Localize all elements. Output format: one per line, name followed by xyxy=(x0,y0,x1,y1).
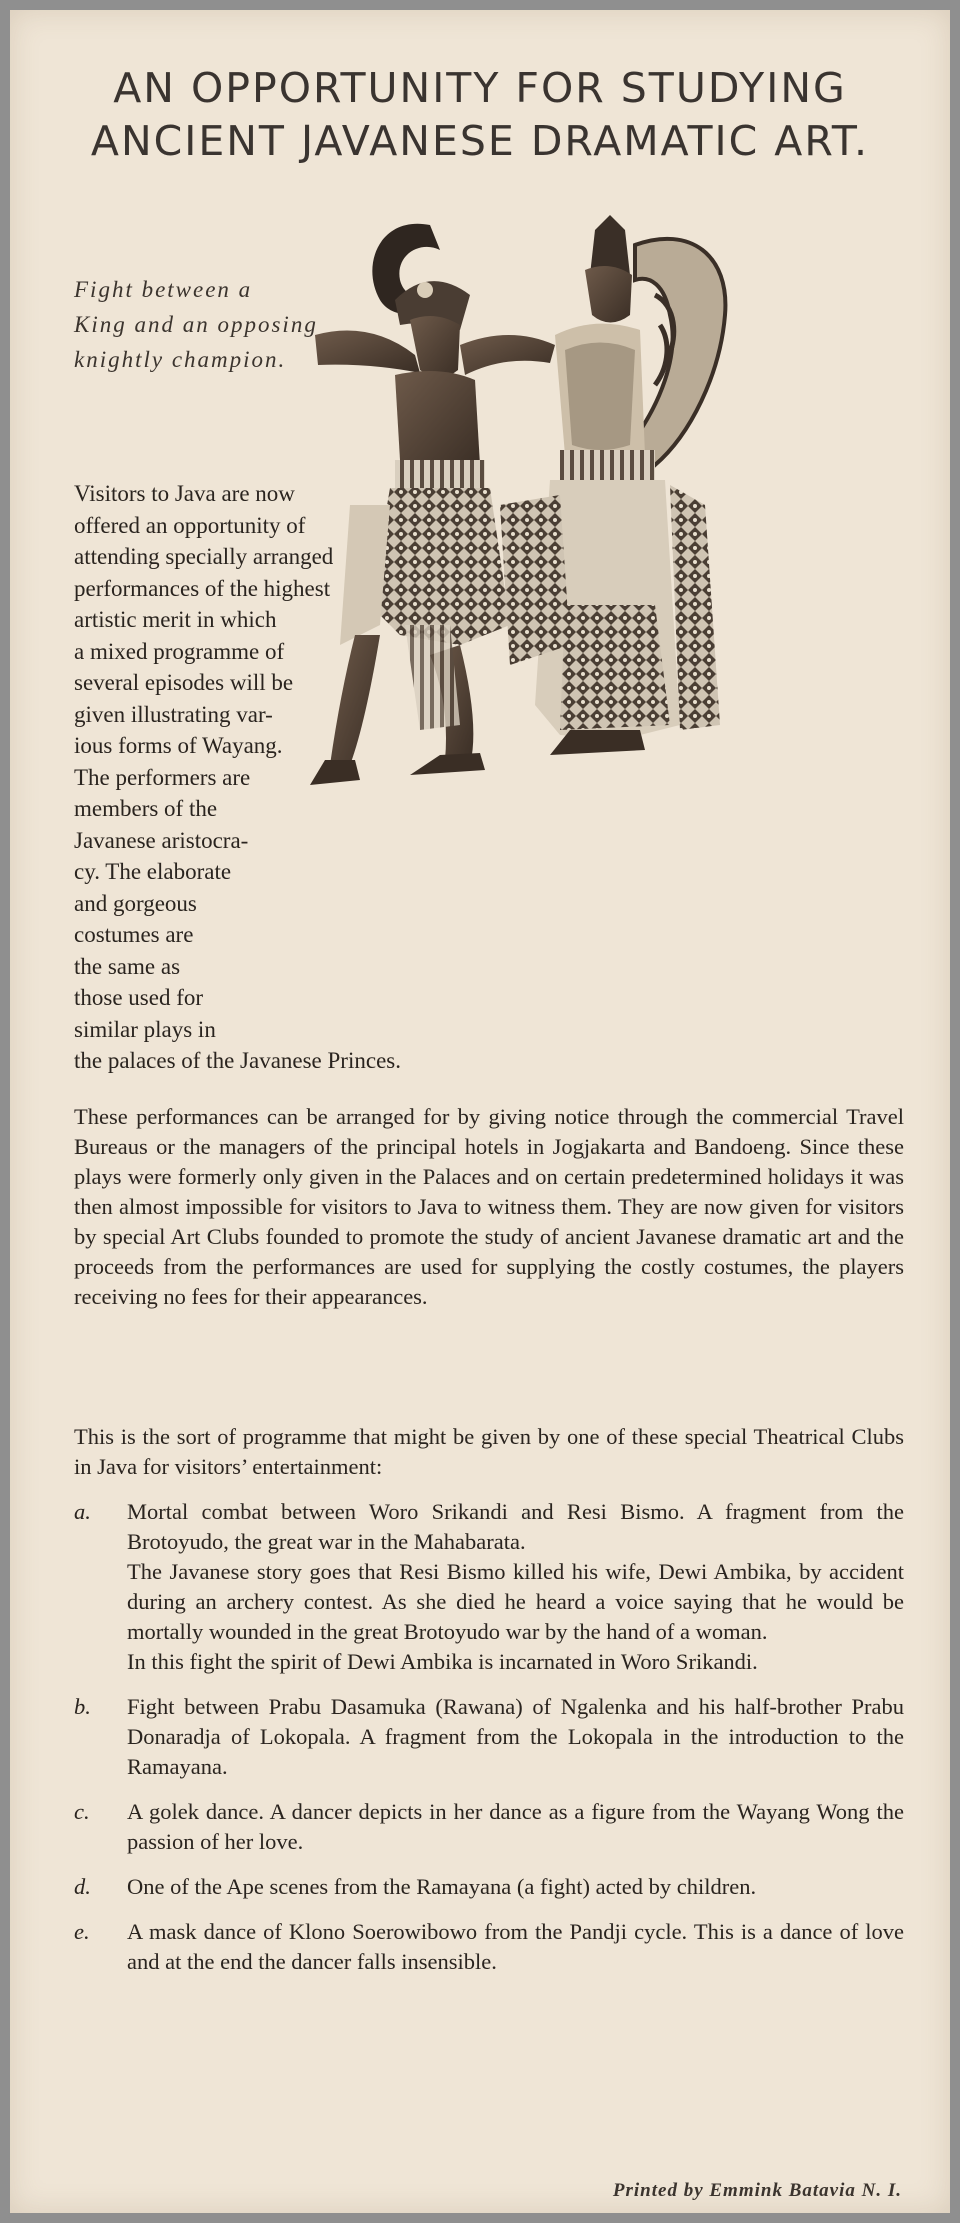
item-text: One of the Ape scenes from the Ramayana (a fight) acted by children. xyxy=(127,1874,757,1899)
item-marker: d. xyxy=(74,1874,91,1899)
printer-credit: Printed by Emmink Batavia N. I. xyxy=(612,2180,902,2201)
intro-line: artistic merit in which xyxy=(74,607,277,632)
list-item xyxy=(74,1692,904,1782)
arrangement-paragraph: These performances can be arranged for by giving notice through the commercial Travel Bureaus or the managers of the principal hotels in Jogjakarta and Bandoeng. Since these plays were formerly only given in the Palaces and on certain predetermined holidays it was then almost impossible for visitors to Java to witness them. They are now given for visitors by special Art Clubs founded to promote the study of ancient Javanese dramatic art and the proceeds from the performances are used for supplying the costly costumes, the players receiving no fees for their appearances. xyxy=(74,1104,904,1309)
intro-line: offered an opportunity of xyxy=(74,512,306,538)
intro-line: a mixed programme of xyxy=(74,638,285,664)
programme-intro-paragraph: This is the sort of programme that might be given by one of these special Theatrical Clubs in Java for visitors’ entertainment: xyxy=(74,1424,904,1479)
item-text: The Javanese story goes that Resi Bismo killed his wife, Dewi Ambika, by accident during an archery contest. As she died he heard a voice saying that he would be mortally wounded in the great Brotoyudo war by the hand of a woman. xyxy=(127,1559,904,1644)
item-marker: a. xyxy=(74,1499,91,1524)
item-marker: e. xyxy=(74,1919,90,1944)
item-marker: c. xyxy=(74,1799,90,1824)
intro-line: Visitors to Java are now xyxy=(74,481,295,506)
item-text: A golek dance. A dancer depicts in her dance as a figure from the Wayang Wong the passion of her love. xyxy=(127,1799,904,1854)
intro-line: performances of the highest xyxy=(74,575,331,601)
caption-line: knightly champion. xyxy=(74,347,287,372)
intro-line: attending specially arranged xyxy=(74,544,334,569)
title-line-1: AN OPPORTUNITY FOR STUDYING xyxy=(113,64,847,112)
intro-line: those used for xyxy=(74,985,204,1010)
page-title xyxy=(10,62,950,168)
programme-list xyxy=(74,1497,904,1992)
item-text: A mask dance of Klono Soerowibowo from the Pandji cycle. This is a dance of love and at the end the dancer falls insensible. xyxy=(127,1919,904,1974)
list-item xyxy=(74,1917,904,1977)
item-marker: b. xyxy=(74,1694,91,1719)
title-line-2: ANCIENT JAVANESE DRAMATIC ART. xyxy=(90,117,870,165)
intro-line: The performers are xyxy=(74,764,251,790)
intro-line: ious forms of Wayang. xyxy=(74,733,283,758)
intro-line: and gorgeous xyxy=(74,890,197,916)
item-text: Mortal combat between Woro Srikandi and Resi Bismo. A fragment from the Brotoyudo, the great war in the Mahabarata. xyxy=(127,1499,904,1554)
list-item xyxy=(74,1872,904,1902)
leaflet-page xyxy=(10,10,950,2213)
item-text: Fight between Prabu Dasamuka (Rawana) of Ngalenka and his half-brother Prabu Donaradja of Lokopala. A fragment from the Lokopala in the introduction to the Ramayana. xyxy=(127,1694,904,1779)
caption-line: King and an opposing xyxy=(74,312,318,337)
intro-line: members of the xyxy=(74,796,218,821)
intro-line: costumes are xyxy=(74,922,194,947)
intro-line: several episodes will be xyxy=(74,670,294,695)
list-item xyxy=(74,1497,904,1677)
intro-line: similar plays in xyxy=(74,1016,216,1042)
intro-line: given illustrating var- xyxy=(74,701,273,727)
intro-paragraph xyxy=(74,478,694,1077)
item-text: In this fight the spirit of Dewi Ambika is incarnated in Woro Srikandi. xyxy=(127,1649,758,1674)
intro-line: cy. The elaborate xyxy=(74,859,232,884)
list-item xyxy=(74,1797,904,1857)
intro-line: the same as xyxy=(74,953,181,979)
intro-line: the palaces of the Javanese Princes. xyxy=(74,1048,401,1073)
intro-line: Javanese aristocra- xyxy=(74,827,249,853)
caption-line: Fight between a xyxy=(74,277,253,302)
